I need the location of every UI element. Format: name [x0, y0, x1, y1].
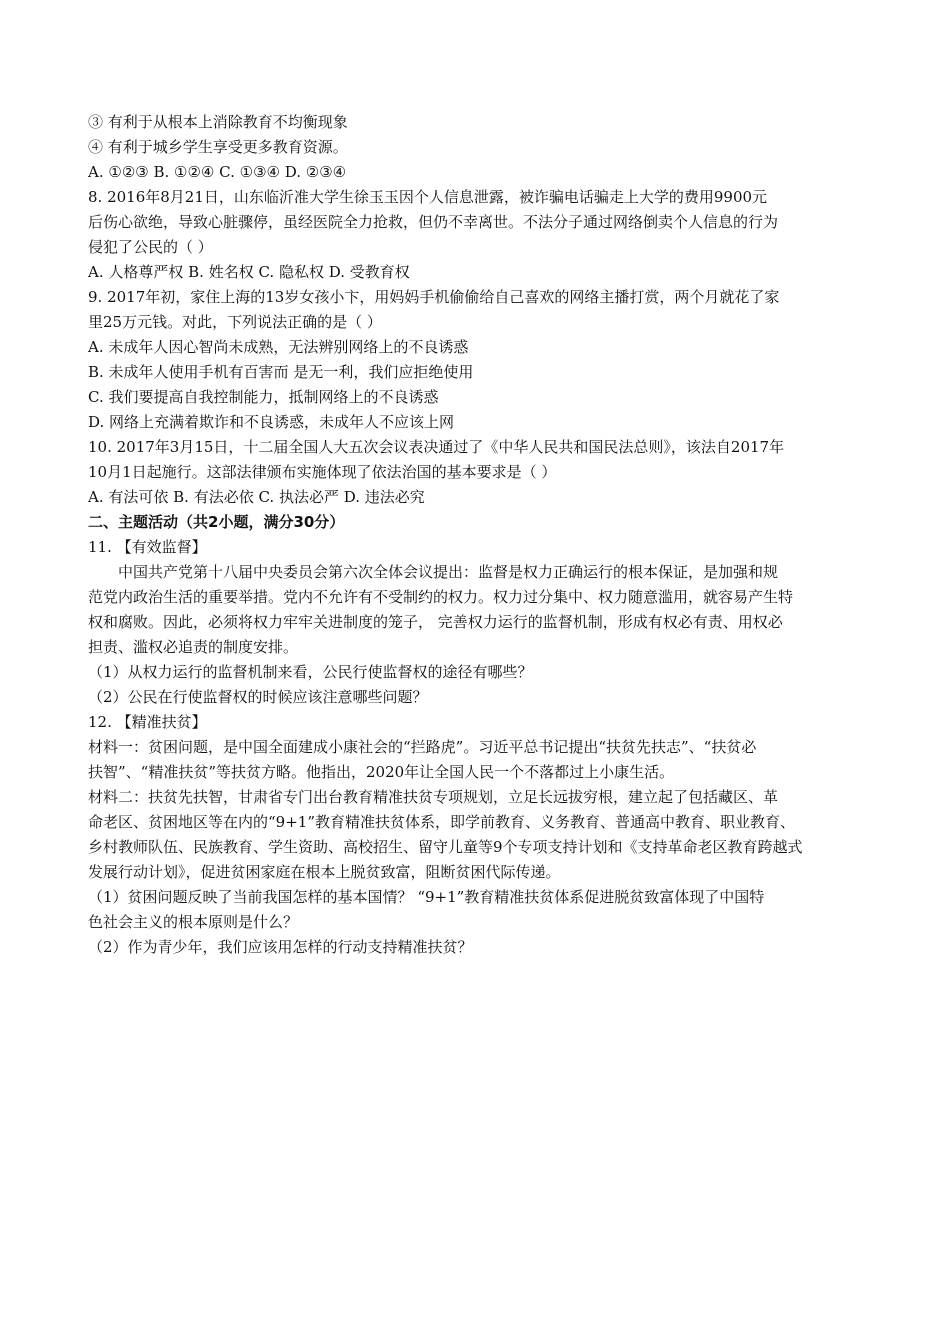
text-line: B. 未成年人使用手机有百害而 是无一利，我们应拒绝使用: [88, 363, 474, 381]
text-line: 11. 【有效监督】: [88, 538, 207, 556]
text-line: 权和腐败。因此，必须将权力牢牢关进制度的笼子， 完善权力运行的监督机制，形成有权必有责、用权必: [88, 613, 783, 631]
text-line: 10月1日起施行。这部法律颁布实施体现了依法治国的基本要求是（ ）: [88, 463, 557, 481]
section-heading: 二、主题活动（共2小题，满分30分）: [88, 513, 345, 531]
text-line: C. 我们要提高自我控制能力，抵制网络上的不良诱惑: [88, 388, 439, 406]
text-line: （1）贫困问题反映了当前我国怎样的基本国情？ “9+1”教育精准扶贫体系促进脱贫致富体现了中国特: [88, 888, 765, 906]
text-line: D. 网络上充满着欺诈和不良诱惑，未成年人不应该上网: [88, 413, 455, 431]
text-line: A. 未成年人因心智尚未成熟，无法辨别网络上的不良诱惑: [88, 338, 469, 356]
text-line: 中国共产党第十八届中央委员会第六次全体会议提出：监督是权力正确运行的根本保证，是加强和规: [118, 563, 779, 581]
text-line: 侵犯了公民的（ ）: [88, 238, 213, 256]
text-line: 发展行动计划》，促进贫困家庭在根本上脱贫致富，阻断贫困代际传递。: [88, 863, 561, 881]
text-line: 里25万元钱。对此，下列说法正确的是（ ）: [88, 313, 382, 331]
text-line: A. ①②③ B. ①②④ C. ①③④ D. ②③④: [88, 163, 347, 181]
text-line: 扶智”、“精准扶贫”等扶贫方略。他指出，2020年让全国人民一个不落都过上小康生活。: [88, 763, 675, 781]
text-line: 材料二：扶贫先扶智，甘肃省专门出台教育精准扶贫专项规划，立足长远拔穷根，建立起了包括藏区、革: [88, 788, 779, 806]
text-line: 色社会主义的根本原则是什么？: [88, 913, 299, 931]
text-line: 命老区、贫困地区等在内的“9+1”教育精准扶贫体系，即学前教育、义务教育、普通高中教育、职业教育、: [88, 813, 795, 831]
text-line: 担责、滥权必追责的制度安排。: [88, 638, 299, 656]
text-line: （2）作为青少年，我们应该用怎样的行动支持精准扶贫？: [88, 938, 473, 956]
text-line: 10. 2017年3月15日，十二届全国人大五次会议表决通过了《中华人民共和国民法总则》，该法自2017年: [88, 438, 785, 456]
text-line: 8. 2016年8月21日，山东临沂准大学生徐玉玉因个人信息泄露，被诈骗电话骗走上大学的费用9900元: [88, 188, 768, 206]
text-line: （2）公民在行使监督权的时候应该注意哪些问题？: [88, 688, 428, 706]
text-line: 乡村教师队伍、民族教育、学生资助、高校招生、留守儿童等9个专项支持计划和《支持革命老区教育跨越式: [88, 838, 803, 856]
text-line: A. 有法可依 B. 有法必依 C. 执法必严 D. 违法必究: [88, 488, 425, 506]
text-line: 后伤心欲绝，导致心脏骤停，虽经医院全力抢救，但仍不幸离世。不法分子通过网络倒卖个人信息的行为: [88, 213, 779, 231]
text-line: 9. 2017年初，家住上海的13岁女孩小卞，用妈妈手机偷偷给自己喜欢的网络主播打赏，两个月就花了家: [88, 288, 780, 306]
text-line: 12. 【精准扶贫】: [88, 713, 207, 731]
text-line: 材料一：贫困问题，是中国全面建成小康社会的“拦路虎”。习近平总书记提出“扶贫先扶志”、“扶贫必: [88, 738, 757, 756]
text-line: 范党内政治生活的重要举措。党内不允许有不受制约的权力。权力过分集中、权力随意滥用，就容易产生特: [88, 588, 794, 606]
text-line: ④ 有利于城乡学生享受更多教育资源。: [88, 138, 348, 156]
document-page: [88, 110, 868, 960]
text-line: （1）从权力运行的监督机制来看，公民行使监督权的途径有哪些？: [88, 663, 533, 681]
text-line: A. 人格尊严权 B. 姓名权 C. 隐私权 D. 受教育权: [88, 263, 410, 281]
text-line: ③ 有利于从根本上消除教育不均衡现象: [88, 113, 348, 131]
